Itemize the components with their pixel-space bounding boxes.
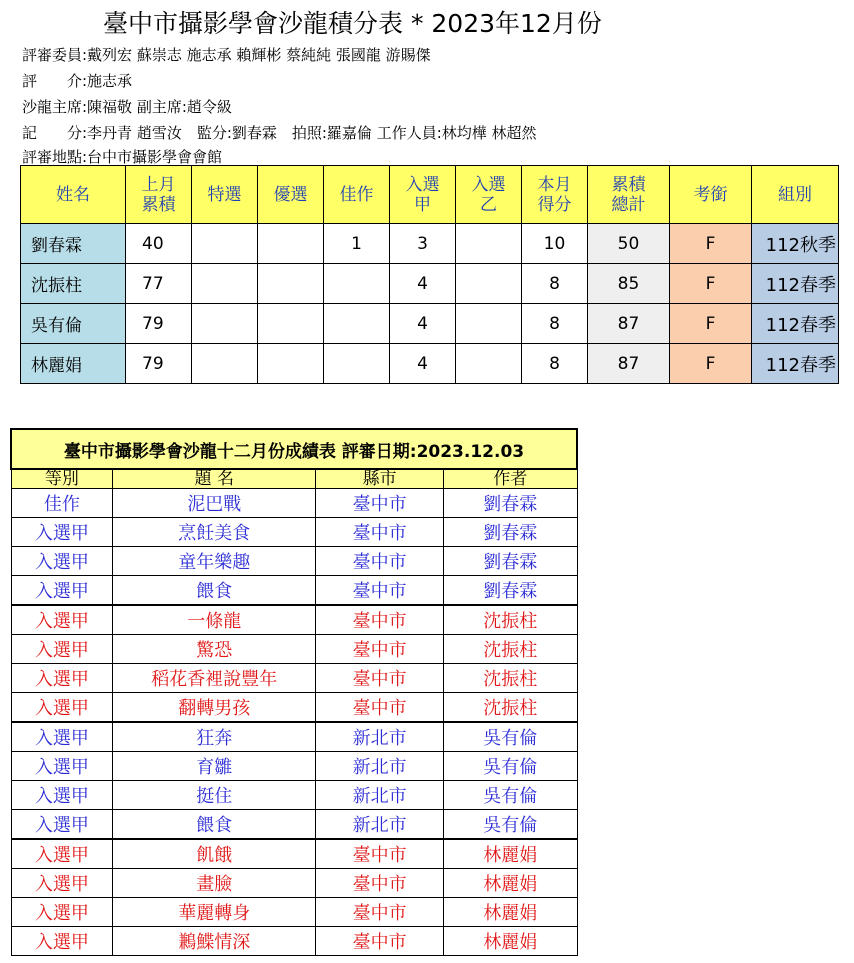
score-cell-a: 3 <box>390 224 456 264</box>
score-cell-group: 112秋季 <box>752 224 839 264</box>
results-cell-city: 臺中市 <box>316 898 444 927</box>
results-cell-grade: 入選甲 <box>11 518 113 547</box>
results-header-cell: 縣市 <box>316 469 444 489</box>
score-header-cell: 特選 <box>192 166 258 224</box>
results-cell-grade: 入選甲 <box>11 664 113 693</box>
results-row <box>11 489 577 518</box>
results-row <box>11 810 577 840</box>
score-cell-total: 50 <box>588 224 670 264</box>
results-cell-grade: 入選甲 <box>11 898 113 927</box>
score-cell-rank: F <box>670 264 752 304</box>
results-cell-title: 餵食 <box>113 576 316 606</box>
results-cell-city: 臺中市 <box>316 869 444 898</box>
score-cell-month: 10 <box>522 224 588 264</box>
score-cell-name: 吳有倫 <box>21 304 126 344</box>
results-cell-author: 沈振柱 <box>443 635 577 664</box>
score-cell-merit <box>324 344 390 384</box>
results-cell-grade: 入選甲 <box>11 547 113 576</box>
score-header-cell: 組別 <box>752 166 839 224</box>
results-row <box>11 752 577 781</box>
score-cell-group: 112春季 <box>752 344 839 384</box>
results-row <box>11 635 577 664</box>
score-cell-excellent <box>258 264 324 304</box>
results-row <box>11 547 577 576</box>
results-caption: 臺中市攝影學會沙龍十二月份成績表 評審日期:2023.12.03 <box>11 429 577 469</box>
score-row <box>21 344 839 384</box>
score-cell-prev: 40 <box>126 224 192 264</box>
score-cell-prev: 79 <box>126 304 192 344</box>
score-cell-month: 8 <box>522 344 588 384</box>
results-cell-city: 臺中市 <box>316 693 444 723</box>
results-cell-grade: 入選甲 <box>11 722 113 752</box>
results-row <box>11 839 577 869</box>
judges-line: 評審委員:戴列宏 蘇崇志 施志承 賴輝彬 蔡純純 張國龍 游賜傑 <box>22 46 431 64</box>
score-cell-name: 林麗娟 <box>21 344 126 384</box>
score-cell-rank: F <box>670 344 752 384</box>
results-cell-author: 劉春霖 <box>443 489 577 518</box>
score-cell-b <box>456 264 522 304</box>
results-cell-grade: 入選甲 <box>11 869 113 898</box>
results-cell-city: 新北市 <box>316 722 444 752</box>
results-cell-city: 新北市 <box>316 781 444 810</box>
results-cell-title: 泥巴戰 <box>113 489 316 518</box>
results-cell-author: 沈振柱 <box>443 664 577 693</box>
results-cell-author: 林麗娟 <box>443 869 577 898</box>
results-cell-city: 臺中市 <box>316 576 444 606</box>
results-cell-author: 林麗娟 <box>443 839 577 869</box>
results-row <box>11 693 577 723</box>
score-cell-excellent <box>258 344 324 384</box>
score-cell-b <box>456 304 522 344</box>
score-cell-prev: 77 <box>126 264 192 304</box>
results-cell-author: 林麗娟 <box>443 927 577 956</box>
results-cell-city: 臺中市 <box>316 927 444 956</box>
score-cell-excellent <box>258 224 324 264</box>
score-cell-group: 112春季 <box>752 304 839 344</box>
score-cell-special <box>192 264 258 304</box>
score-cell-b <box>456 344 522 384</box>
results-row <box>11 898 577 927</box>
results-cell-grade: 入選甲 <box>11 810 113 840</box>
results-cell-city: 臺中市 <box>316 664 444 693</box>
score-cell-merit: 1 <box>324 224 390 264</box>
score-cell-total: 87 <box>588 344 670 384</box>
results-cell-author: 劉春霖 <box>443 576 577 606</box>
results-cell-title: 挺住 <box>113 781 316 810</box>
results-cell-grade: 佳作 <box>11 489 113 518</box>
score-cell-name: 沈振柱 <box>21 264 126 304</box>
results-row <box>11 518 577 547</box>
score-row <box>21 264 839 304</box>
score-cell-special <box>192 344 258 384</box>
results-cell-title: 一條龍 <box>113 605 316 635</box>
score-row <box>21 304 839 344</box>
results-header-cell: 等別 <box>11 469 113 489</box>
page-title: 臺中市攝影學會沙龍積分表 * 2023年12月份 <box>103 9 602 38</box>
reviewer-line: 評 介:施志承 <box>22 72 133 90</box>
results-cell-title: 餵食 <box>113 810 316 840</box>
venue-line: 評審地點:台中市攝影學會會館 <box>22 148 223 166</box>
results-cell-title: 華麗轉身 <box>113 898 316 927</box>
results-row <box>11 927 577 956</box>
results-cell-title: 狂奔 <box>113 722 316 752</box>
results-cell-author: 劉春霖 <box>443 518 577 547</box>
results-header-cell: 題 名 <box>113 469 316 489</box>
score-cell-total: 87 <box>588 304 670 344</box>
score-header-cell: 優選 <box>258 166 324 224</box>
results-cell-author: 沈振柱 <box>443 693 577 723</box>
results-row <box>11 722 577 752</box>
results-table <box>10 428 578 956</box>
score-cell-merit <box>324 304 390 344</box>
score-header-cell: 入選 乙 <box>456 166 522 224</box>
results-cell-city: 新北市 <box>316 810 444 840</box>
results-cell-grade: 入選甲 <box>11 635 113 664</box>
results-cell-author: 吳有倫 <box>443 752 577 781</box>
results-cell-author: 林麗娟 <box>443 898 577 927</box>
results-row <box>11 605 577 635</box>
score-header-cell: 入選 甲 <box>390 166 456 224</box>
chair-line: 沙龍主席:陳福敬 副主席:趙令級 <box>22 98 232 116</box>
results-cell-title: 鶼鰈情深 <box>113 927 316 956</box>
results-cell-title: 畫臉 <box>113 869 316 898</box>
results-cell-title: 驚恐 <box>113 635 316 664</box>
score-cell-excellent <box>258 304 324 344</box>
score-cell-special <box>192 304 258 344</box>
score-cell-prev: 79 <box>126 344 192 384</box>
results-header-cell: 作者 <box>443 469 577 489</box>
results-cell-grade: 入選甲 <box>11 927 113 956</box>
results-cell-city: 新北市 <box>316 752 444 781</box>
results-cell-title: 飢餓 <box>113 839 316 869</box>
score-cell-rank: F <box>670 224 752 264</box>
score-header-cell: 本月 得分 <box>522 166 588 224</box>
score-cell-group: 112春季 <box>752 264 839 304</box>
results-cell-author: 劉春霖 <box>443 547 577 576</box>
results-cell-title: 烹飪美食 <box>113 518 316 547</box>
score-header-cell: 上月 累積 <box>126 166 192 224</box>
results-cell-title: 童年樂趣 <box>113 547 316 576</box>
results-cell-title: 翻轉男孩 <box>113 693 316 723</box>
score-header-cell: 累積 總計 <box>588 166 670 224</box>
staff-line: 記 分:李丹青 趙雪汝 監分:劉春霖 拍照:羅嘉倫 工作人員:林均樺 林超然 <box>22 124 537 142</box>
results-row <box>11 576 577 606</box>
results-cell-grade: 入選甲 <box>11 839 113 869</box>
score-table <box>20 165 839 384</box>
score-row <box>21 224 839 264</box>
results-cell-grade: 入選甲 <box>11 752 113 781</box>
score-cell-a: 4 <box>390 304 456 344</box>
score-cell-total: 85 <box>588 264 670 304</box>
results-cell-city: 臺中市 <box>316 547 444 576</box>
score-header-cell: 姓名 <box>21 166 126 224</box>
score-cell-a: 4 <box>390 264 456 304</box>
score-cell-merit <box>324 264 390 304</box>
results-row <box>11 664 577 693</box>
score-header-cell: 考銜 <box>670 166 752 224</box>
results-cell-city: 臺中市 <box>316 839 444 869</box>
score-header-cell: 佳作 <box>324 166 390 224</box>
score-cell-b <box>456 224 522 264</box>
score-cell-name: 劉春霖 <box>21 224 126 264</box>
score-cell-special <box>192 224 258 264</box>
results-cell-author: 吳有倫 <box>443 810 577 840</box>
results-cell-title: 稻花香裡說豐年 <box>113 664 316 693</box>
results-cell-title: 育雛 <box>113 752 316 781</box>
results-cell-grade: 入選甲 <box>11 605 113 635</box>
results-row <box>11 869 577 898</box>
score-cell-a: 4 <box>390 344 456 384</box>
results-cell-author: 吳有倫 <box>443 722 577 752</box>
results-cell-grade: 入選甲 <box>11 576 113 606</box>
score-cell-rank: F <box>670 304 752 344</box>
score-cell-month: 8 <box>522 304 588 344</box>
results-cell-city: 臺中市 <box>316 489 444 518</box>
results-cell-author: 沈振柱 <box>443 605 577 635</box>
results-cell-grade: 入選甲 <box>11 693 113 723</box>
score-cell-month: 8 <box>522 264 588 304</box>
results-cell-author: 吳有倫 <box>443 781 577 810</box>
results-row <box>11 781 577 810</box>
results-cell-city: 臺中市 <box>316 518 444 547</box>
results-cell-city: 臺中市 <box>316 635 444 664</box>
results-cell-city: 臺中市 <box>316 605 444 635</box>
results-cell-grade: 入選甲 <box>11 781 113 810</box>
